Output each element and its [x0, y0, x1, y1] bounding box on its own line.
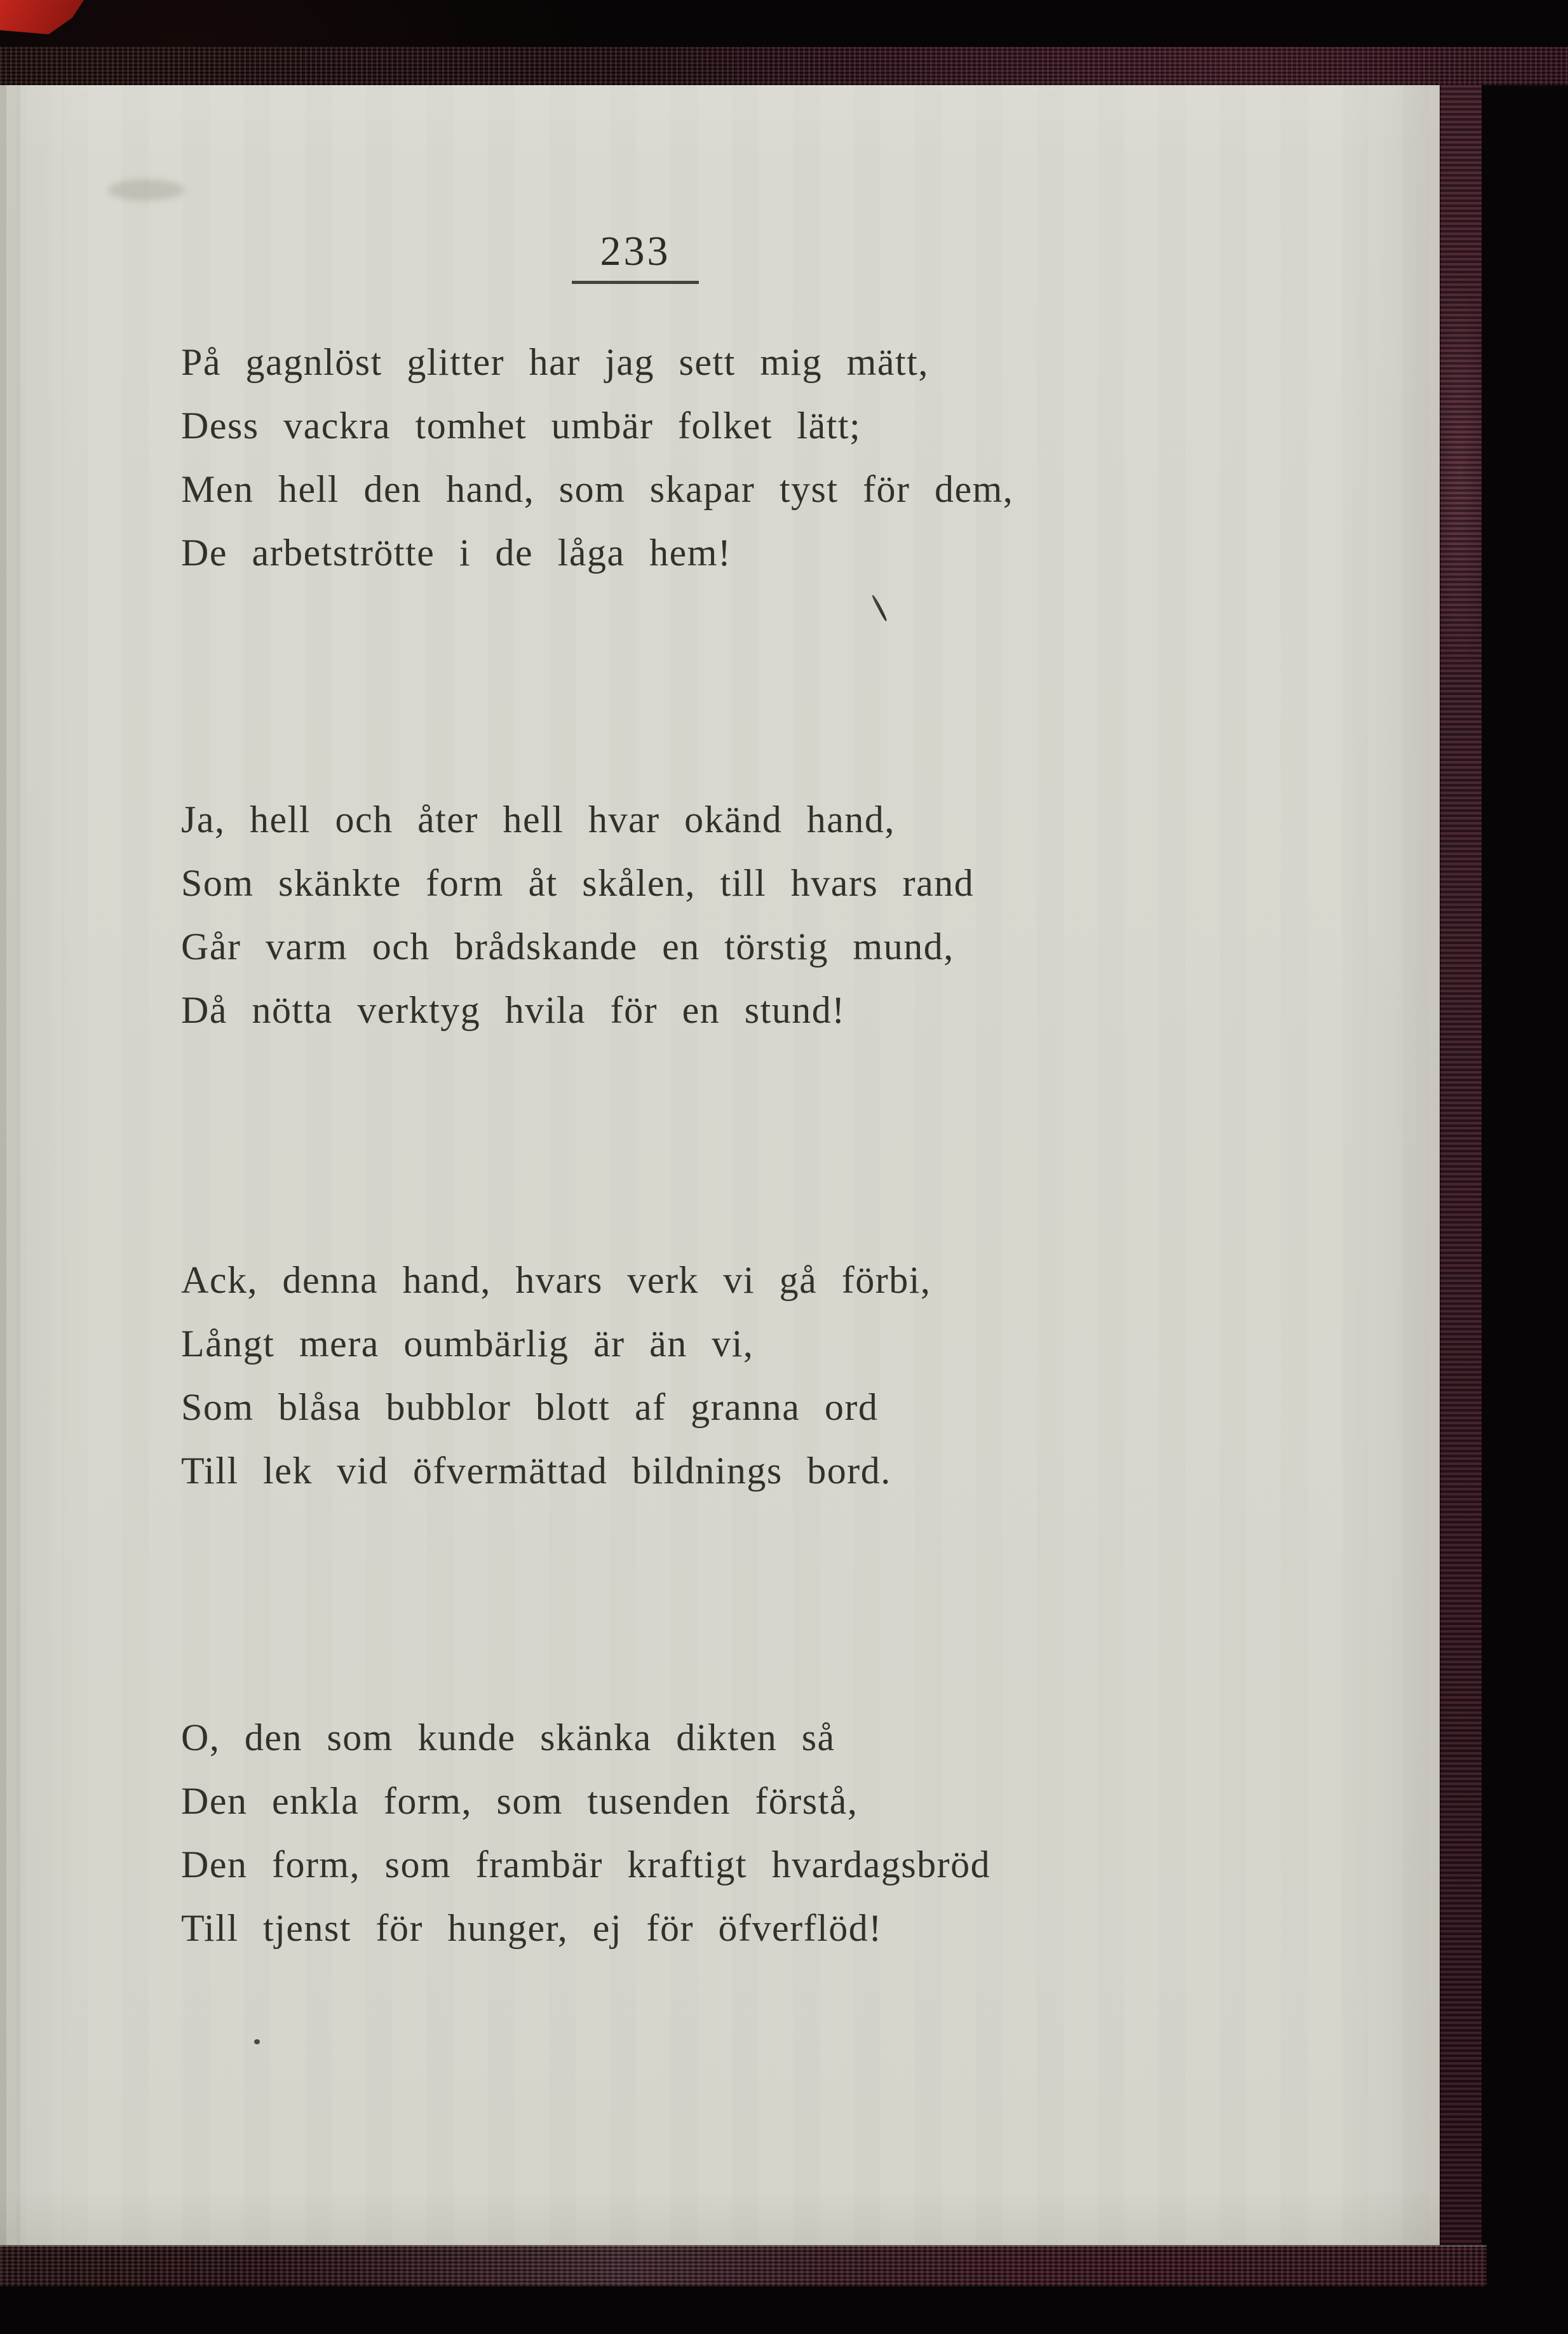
poem-line: Till tjenst för hunger, ej för öfverflöd!	[181, 1907, 882, 1949]
ink-stroke-mark	[871, 595, 888, 622]
poem-line: Till lek vid öfvermättad bildnings bord.	[181, 1450, 891, 1492]
poem-line: Ack, denna hand, hvars verk vi gå förbi,	[181, 1259, 931, 1301]
corner-red-fragment	[0, 0, 84, 34]
poem-stanza-4	[181, 1706, 1261, 1960]
book-cloth-bottom-edge	[0, 2245, 1487, 2286]
poem-line: Men hell den hand, som skapar tyst för dem,	[181, 468, 1014, 510]
poem-line: Den enkla form, som tusenden förstå,	[181, 1780, 858, 1822]
poem-line: Då nötta verktyg hvila för en stund!	[181, 989, 846, 1031]
poem-line: De arbetströtte i de låga hem!	[181, 532, 732, 574]
book-cloth-right-edge	[1440, 85, 1482, 2245]
page-number: 233	[600, 228, 671, 274]
poem-line: Som blåsa bubblor blott af granna ord	[181, 1386, 879, 1428]
poem-line: O, den som kunde skänka dikten så	[181, 1717, 835, 1758]
poem-line: Långt mera oumbärlig är än vi,	[181, 1323, 754, 1365]
book-page	[0, 85, 1440, 2245]
poem-line: Den form, som frambär kraftigt hvardagsbröd	[181, 1844, 991, 1885]
poem-line: På gagnlöst glitter har jag sett mig mätt,	[181, 341, 929, 383]
poem-line: Går varm och brådskande en törstig mund,	[181, 926, 954, 968]
paper-smudge	[108, 179, 184, 201]
poem-stanza-2	[181, 788, 1261, 1042]
poem-line: Dess vackra tomhet umbär folket lätt;	[181, 405, 862, 447]
poem-line: Ja, hell och åter hell hvar okänd hand,	[181, 799, 895, 840]
stray-ink-dot	[254, 2039, 260, 2044]
poem-stanza-1	[181, 330, 1261, 584]
page-number-rule	[572, 281, 699, 284]
poem-stanza-3	[181, 1248, 1261, 1502]
poem-line: Som skänkte form åt skålen, till hvars rand	[181, 862, 975, 904]
book-cloth-top-edge	[0, 47, 1568, 87]
